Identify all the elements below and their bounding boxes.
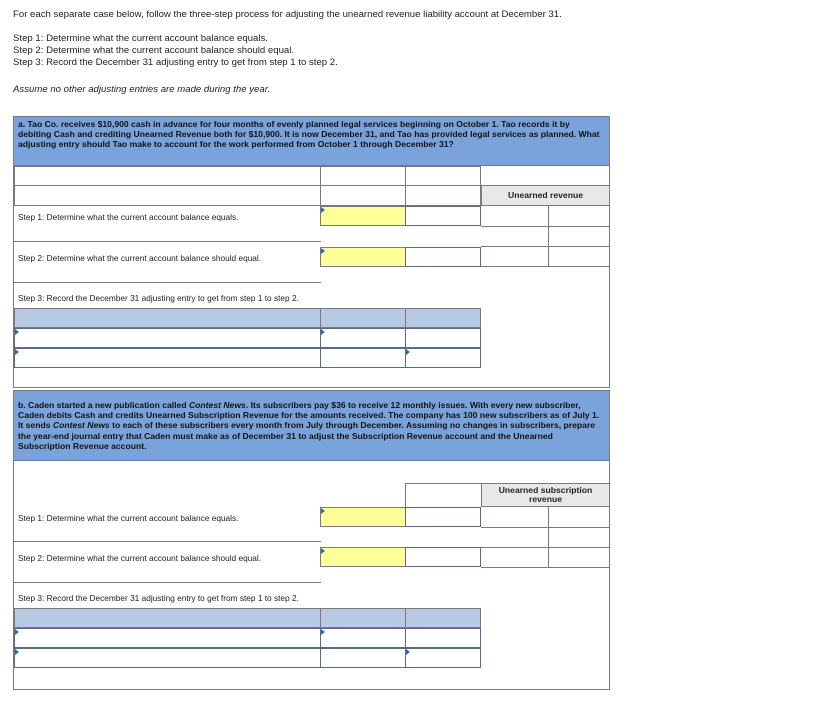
- input-marker-icon: [321, 207, 325, 213]
- step-1-label: Step 1: Determine what the current account balance equals.: [18, 513, 239, 523]
- input-marker-icon: [406, 649, 410, 655]
- case-b-prompt: [14, 391, 609, 461]
- journal-credit-input[interactable]: [405, 348, 481, 368]
- publication-title: Contest News: [188, 400, 246, 410]
- input-marker-icon: [321, 248, 325, 254]
- t-account-line: [481, 527, 610, 528]
- input-marker-icon: [406, 349, 410, 355]
- case-b-prompt-part-1: b. Caden started a new publication called: [18, 400, 189, 410]
- row-divider: [14, 282, 321, 283]
- publication-title: Contest News: [52, 420, 110, 431]
- t-account-line: [481, 226, 610, 227]
- journal-credit-input[interactable]: [405, 648, 481, 668]
- row-divider: [14, 582, 321, 583]
- t-account-divider: [548, 246, 549, 267]
- intro-step-3: Step 3: Record the December 31 adjusting entry to get from step 1 to step 2.: [13, 57, 338, 68]
- input-marker-icon: [321, 329, 325, 335]
- blank-cell: [14, 166, 321, 186]
- journal-account-input[interactable]: [14, 348, 321, 368]
- instructions-line: For each separate case below, follow the three-step process for adjusting the unearned revenue liability account at December 31.: [13, 9, 562, 20]
- t-account-header: Unearned revenue: [481, 185, 610, 206]
- blank-cell: [405, 185, 481, 206]
- step-2-label: Step 2: Determine what the current account balance should equal.: [18, 553, 262, 563]
- step-2-amount-input[interactable]: [320, 247, 406, 267]
- step-2-secondary-input[interactable]: [405, 547, 481, 567]
- journal-account-input[interactable]: [14, 328, 321, 348]
- case-b-worksheet: [14, 461, 609, 689]
- t-account-divider: [548, 547, 549, 568]
- input-marker-icon: [15, 349, 19, 355]
- journal-debit-input[interactable]: [320, 328, 406, 348]
- intro-step-2: Step 2: Determine what the current account balance should equal.: [13, 45, 295, 56]
- journal-header-cell: [14, 608, 321, 628]
- step-3-label: Step 3: Record the December 31 adjusting entry to get from step 1 to step 2.: [18, 593, 299, 603]
- case-a-panel: [13, 116, 610, 388]
- journal-debit-input[interactable]: [320, 628, 406, 648]
- step-1-secondary-input[interactable]: [405, 507, 481, 527]
- input-marker-icon: [15, 329, 19, 335]
- blank-cell: [320, 166, 406, 186]
- intro-step-1: Step 1: Determine what the current account balance equals.: [13, 33, 268, 44]
- journal-debit-input[interactable]: [320, 648, 406, 668]
- t-account-line: [481, 246, 610, 247]
- assumption-note: Assume no other adjusting entries are made during the year.: [13, 84, 271, 95]
- input-marker-icon: [321, 629, 325, 635]
- case-b-prompt-part-3: to each of these subscribers every month from July through December. Assuming no changes in subscribers, prepare the year-end journal entry that Caden must make as of December 31 to adjust the Subscription Revenue account and the Unearned Subscription Revenue account.: [18, 420, 596, 451]
- journal-credit-input[interactable]: [405, 328, 481, 348]
- step-2-secondary-input[interactable]: [405, 247, 481, 267]
- t-account-line: [481, 266, 610, 267]
- input-marker-icon: [321, 508, 325, 514]
- input-marker-icon: [15, 629, 19, 635]
- step-1-amount-input[interactable]: [320, 206, 406, 226]
- step-2-amount-input[interactable]: [320, 547, 406, 567]
- row-divider: [14, 241, 321, 242]
- journal-header-cell: [405, 608, 481, 628]
- journal-account-input[interactable]: [14, 648, 321, 668]
- step-1-amount-input[interactable]: [320, 507, 406, 527]
- blank-cell: [14, 185, 321, 206]
- input-marker-icon: [15, 649, 19, 655]
- journal-debit-input[interactable]: [320, 348, 406, 368]
- step-1-secondary-input[interactable]: [405, 206, 481, 226]
- case-a-prompt: a. Tao Co. receives $10,900 cash in advance for four months of evenly planned legal services beginning on October 1. Tao records it by debiting Cash and crediting Unearned Revenue both for $10,900. It is now December 31, and Tao has provided legal services as planned. What adjusting entry should Tao make to account for the work performed from October 1 through December 31?: [14, 117, 609, 166]
- blank-cell: [320, 185, 406, 206]
- journal-header-cell: [405, 308, 481, 328]
- step-3-label: Step 3: Record the December 31 adjusting entry to get from step 1 to step 2.: [18, 293, 299, 303]
- step-1-label: Step 1: Determine what the current account balance equals.: [18, 212, 239, 222]
- case-b-panel: [13, 390, 610, 690]
- t-account-header: Unearned subscription revenue: [481, 483, 610, 507]
- column-divider: [405, 483, 406, 507]
- input-marker-icon: [321, 548, 325, 554]
- blank-cell: [405, 166, 481, 186]
- step-2-label: Step 2: Determine what the current account balance should equal.: [18, 253, 262, 263]
- row-divider: [14, 541, 321, 542]
- t-account-line: [481, 567, 610, 568]
- journal-header-cell: [320, 608, 406, 628]
- journal-account-input[interactable]: [14, 628, 321, 648]
- journal-header-cell: [320, 308, 406, 328]
- case-a-worksheet: [14, 166, 609, 387]
- journal-credit-input[interactable]: [405, 628, 481, 648]
- case-b-prompt-part-2: . Its subscribers pay $36 to receive 12 monthly issues. With every new subscriber, Caden debits Cash and credits Unearned Subscription Revenue for the amounts received. The company has 100 new subscribers as of July 1. It sends: [18, 400, 600, 431]
- journal-header-cell: [14, 308, 321, 328]
- t-account-line: [481, 547, 610, 548]
